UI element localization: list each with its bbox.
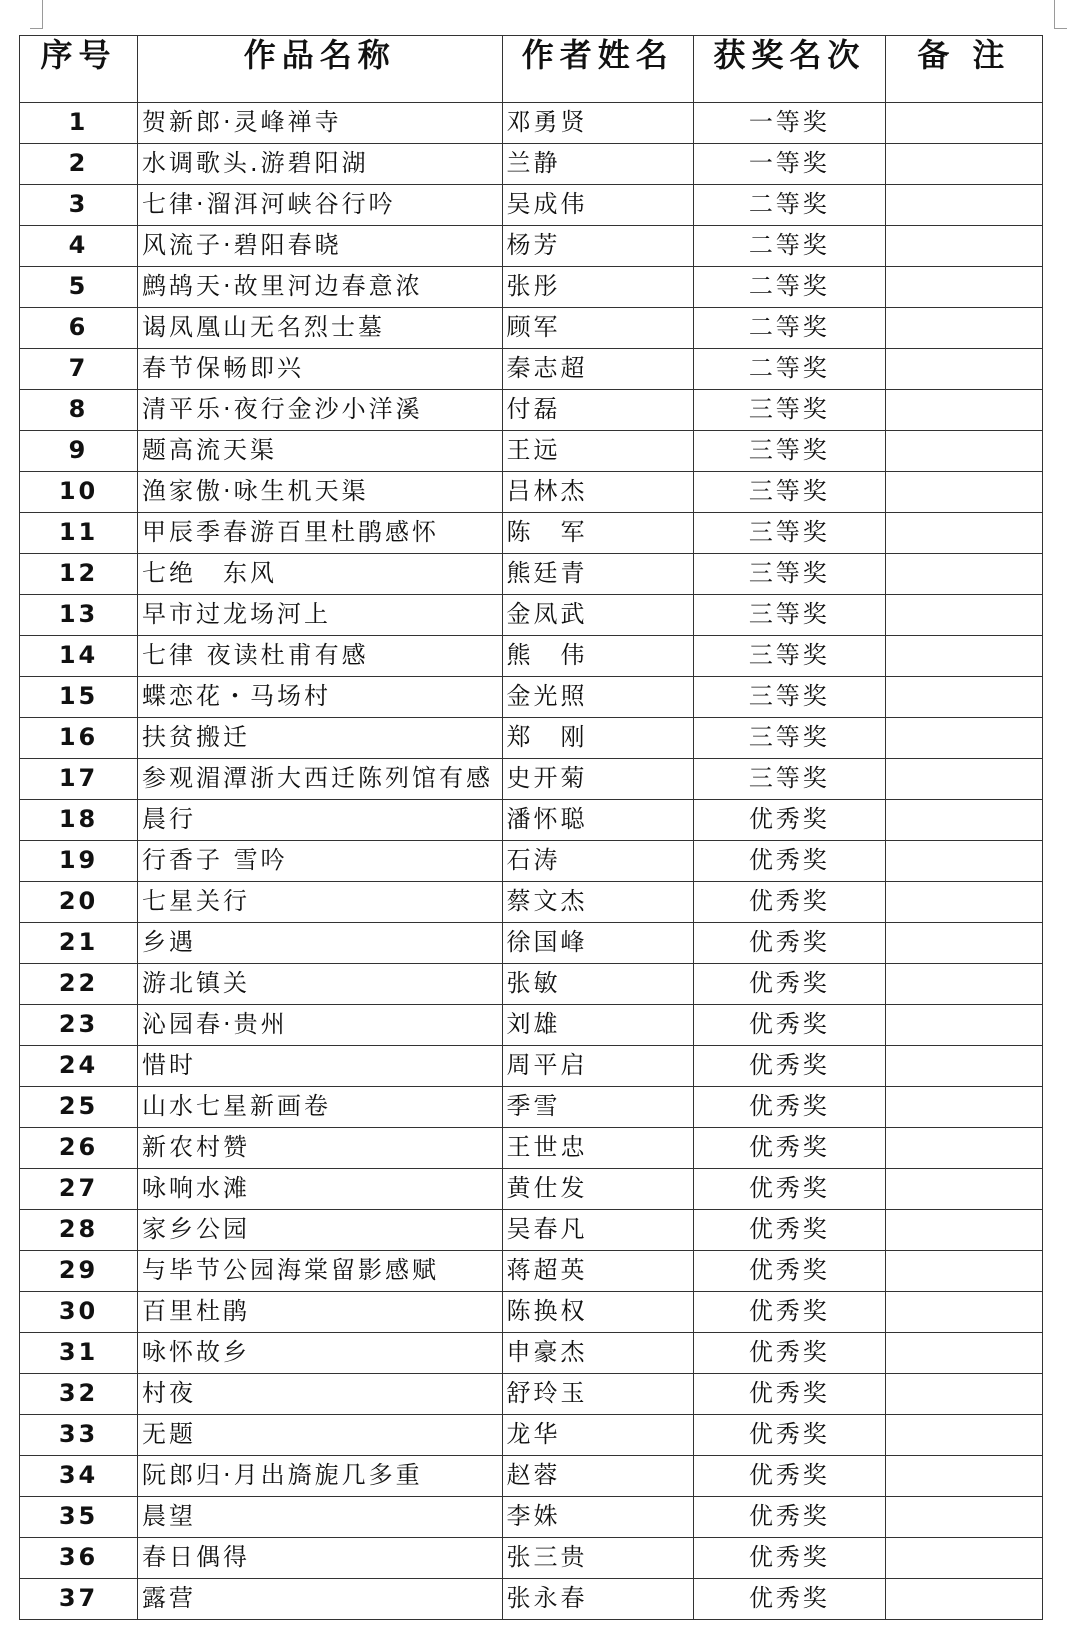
cell-author-name: 舒玲玉 — [502, 1374, 694, 1415]
cell-work-title: 扶贫搬迁 — [138, 718, 502, 759]
cell-remarks — [885, 1087, 1042, 1128]
cell-author-name: 陈 军 — [502, 513, 694, 554]
cell-author-name: 付磊 — [502, 390, 694, 431]
cell-work-title: 露营 — [138, 1579, 502, 1620]
table-row — [20, 800, 1043, 841]
cell-award-rank: 优秀奖 — [694, 1292, 886, 1333]
cell-remarks — [885, 1292, 1042, 1333]
table-row — [20, 1415, 1043, 1456]
cell-serial-number: 11 — [20, 513, 138, 554]
cell-award-rank: 优秀奖 — [694, 800, 886, 841]
cell-author-name: 吴春凡 — [502, 1210, 694, 1251]
table-row — [20, 431, 1043, 472]
cell-serial-number: 24 — [20, 1046, 138, 1087]
cell-remarks — [885, 759, 1042, 800]
table-row — [20, 1169, 1043, 1210]
cell-remarks — [885, 1210, 1042, 1251]
cell-remarks — [885, 718, 1042, 759]
table-row — [20, 1456, 1043, 1497]
table-row — [20, 1251, 1043, 1292]
cell-remarks — [885, 1579, 1042, 1620]
cell-work-title: 七律·溜洱河峡谷行吟 — [138, 185, 502, 226]
cell-remarks — [885, 513, 1042, 554]
cell-award-rank: 优秀奖 — [694, 1456, 886, 1497]
cell-work-title: 咏怀故乡 — [138, 1333, 502, 1374]
cell-remarks — [885, 1456, 1042, 1497]
cell-serial-number: 3 — [20, 185, 138, 226]
cell-award-rank: 优秀奖 — [694, 1497, 886, 1538]
cell-serial-number: 19 — [20, 841, 138, 882]
cell-work-title: 无题 — [138, 1415, 502, 1456]
cell-remarks — [885, 800, 1042, 841]
table-row — [20, 636, 1043, 677]
cell-author-name: 潘怀聪 — [502, 800, 694, 841]
cell-author-name: 周平启 — [502, 1046, 694, 1087]
cell-serial-number: 26 — [20, 1128, 138, 1169]
cell-work-title: 风流子·碧阳春晓 — [138, 226, 502, 267]
cell-serial-number: 32 — [20, 1374, 138, 1415]
cell-serial-number: 20 — [20, 882, 138, 923]
cell-author-name: 郑 刚 — [502, 718, 694, 759]
header-author-name: 作者姓名 — [502, 36, 694, 103]
cell-work-title: 咏响水滩 — [138, 1169, 502, 1210]
cell-remarks — [885, 349, 1042, 390]
cell-award-rank: 三等奖 — [694, 759, 886, 800]
cell-award-rank: 三等奖 — [694, 554, 886, 595]
cell-serial-number: 22 — [20, 964, 138, 1005]
table-row — [20, 759, 1043, 800]
cell-serial-number: 14 — [20, 636, 138, 677]
header-row — [20, 36, 1043, 103]
cell-award-rank: 三等奖 — [694, 472, 886, 513]
cell-work-title: 晨望 — [138, 1497, 502, 1538]
cell-remarks — [885, 103, 1042, 144]
cell-work-title: 沁园春·贵州 — [138, 1005, 502, 1046]
cell-award-rank: 优秀奖 — [694, 1210, 886, 1251]
cell-award-rank: 优秀奖 — [694, 1415, 886, 1456]
cell-remarks — [885, 964, 1042, 1005]
cell-work-title: 贺新郎·灵峰禅寺 — [138, 103, 502, 144]
cell-author-name: 张永春 — [502, 1579, 694, 1620]
table-row — [20, 595, 1043, 636]
table-row — [20, 267, 1043, 308]
cell-remarks — [885, 226, 1042, 267]
table-row — [20, 882, 1043, 923]
cell-award-rank: 一等奖 — [694, 144, 886, 185]
cell-serial-number: 12 — [20, 554, 138, 595]
table-row — [20, 1087, 1043, 1128]
cell-author-name: 王世忠 — [502, 1128, 694, 1169]
header-serial-number: 序号 — [20, 36, 138, 103]
cell-work-title: 新农村赞 — [138, 1128, 502, 1169]
table-row — [20, 513, 1043, 554]
cell-author-name: 季雪 — [502, 1087, 694, 1128]
table-row — [20, 841, 1043, 882]
table-row — [20, 1333, 1043, 1374]
cell-author-name: 蒋超英 — [502, 1251, 694, 1292]
cell-author-name: 龙华 — [502, 1415, 694, 1456]
cell-author-name: 兰静 — [502, 144, 694, 185]
cell-work-title: 晨行 — [138, 800, 502, 841]
cell-author-name: 陈换权 — [502, 1292, 694, 1333]
page-corner-mark-right — [1054, 0, 1067, 29]
cell-author-name: 秦志超 — [502, 349, 694, 390]
cell-author-name: 杨芳 — [502, 226, 694, 267]
cell-author-name: 徐国峰 — [502, 923, 694, 964]
cell-award-rank: 二等奖 — [694, 267, 886, 308]
cell-remarks — [885, 472, 1042, 513]
cell-serial-number: 10 — [20, 472, 138, 513]
cell-serial-number: 8 — [20, 390, 138, 431]
table-row — [20, 1497, 1043, 1538]
cell-remarks — [885, 390, 1042, 431]
cell-award-rank: 优秀奖 — [694, 964, 886, 1005]
cell-serial-number: 23 — [20, 1005, 138, 1046]
cell-work-title: 乡遇 — [138, 923, 502, 964]
cell-author-name: 顾军 — [502, 308, 694, 349]
cell-author-name: 金凤武 — [502, 595, 694, 636]
cell-award-rank: 三等奖 — [694, 718, 886, 759]
cell-serial-number: 4 — [20, 226, 138, 267]
cell-remarks — [885, 636, 1042, 677]
cell-award-rank: 优秀奖 — [694, 1333, 886, 1374]
cell-work-title: 七星关行 — [138, 882, 502, 923]
cell-author-name: 熊廷青 — [502, 554, 694, 595]
cell-award-rank: 三等奖 — [694, 390, 886, 431]
cell-remarks — [885, 1128, 1042, 1169]
cell-work-title: 蝶恋花・马场村 — [138, 677, 502, 718]
cell-author-name: 李姝 — [502, 1497, 694, 1538]
cell-remarks — [885, 185, 1042, 226]
cell-remarks — [885, 841, 1042, 882]
cell-work-title: 题高流天渠 — [138, 431, 502, 472]
table-row — [20, 923, 1043, 964]
cell-author-name: 张三贵 — [502, 1538, 694, 1579]
cell-remarks — [885, 1169, 1042, 1210]
cell-work-title: 村夜 — [138, 1374, 502, 1415]
cell-work-title: 春节保畅即兴 — [138, 349, 502, 390]
cell-author-name: 刘雄 — [502, 1005, 694, 1046]
cell-award-rank: 优秀奖 — [694, 1251, 886, 1292]
cell-work-title: 百里杜鹃 — [138, 1292, 502, 1333]
cell-author-name: 王远 — [502, 431, 694, 472]
cell-remarks — [885, 144, 1042, 185]
cell-serial-number: 17 — [20, 759, 138, 800]
table-row — [20, 1210, 1043, 1251]
cell-award-rank: 优秀奖 — [694, 1169, 886, 1210]
table-row — [20, 1128, 1043, 1169]
cell-serial-number: 27 — [20, 1169, 138, 1210]
header-work-title: 作品名称 — [138, 36, 502, 103]
table-row — [20, 226, 1043, 267]
table-row — [20, 677, 1043, 718]
cell-award-rank: 三等奖 — [694, 513, 886, 554]
table-row — [20, 390, 1043, 431]
cell-work-title: 阮郎归·月出旖旎几多重 — [138, 1456, 502, 1497]
cell-serial-number: 16 — [20, 718, 138, 759]
cell-remarks — [885, 595, 1042, 636]
cell-serial-number: 35 — [20, 1497, 138, 1538]
table-row — [20, 349, 1043, 390]
cell-remarks — [885, 1497, 1042, 1538]
cell-serial-number: 7 — [20, 349, 138, 390]
cell-work-title: 清平乐·夜行金沙小洋溪 — [138, 390, 502, 431]
cell-author-name: 申豪杰 — [502, 1333, 694, 1374]
table-row — [20, 1538, 1043, 1579]
cell-remarks — [885, 1374, 1042, 1415]
cell-award-rank: 优秀奖 — [694, 923, 886, 964]
cell-serial-number: 9 — [20, 431, 138, 472]
cell-serial-number: 36 — [20, 1538, 138, 1579]
cell-award-rank: 三等奖 — [694, 636, 886, 677]
cell-author-name: 蔡文杰 — [502, 882, 694, 923]
table-row — [20, 1292, 1043, 1333]
cell-remarks — [885, 554, 1042, 595]
cell-award-rank: 一等奖 — [694, 103, 886, 144]
cell-remarks — [885, 431, 1042, 472]
cell-author-name: 史开菊 — [502, 759, 694, 800]
header-remarks: 备 注 — [885, 36, 1042, 103]
cell-work-title: 山水七星新画卷 — [138, 1087, 502, 1128]
cell-award-rank: 优秀奖 — [694, 1005, 886, 1046]
table-row — [20, 718, 1043, 759]
cell-serial-number: 6 — [20, 308, 138, 349]
cell-remarks — [885, 882, 1042, 923]
page-corner-mark-left — [30, 0, 43, 29]
table-row — [20, 554, 1043, 595]
cell-author-name: 吴成伟 — [502, 185, 694, 226]
cell-award-rank: 二等奖 — [694, 185, 886, 226]
cell-award-rank: 二等奖 — [694, 349, 886, 390]
cell-work-title: 与毕节公园海棠留影感赋 — [138, 1251, 502, 1292]
cell-award-rank: 优秀奖 — [694, 1579, 886, 1620]
table-row — [20, 964, 1043, 1005]
cell-work-title: 鹧鸪天·故里河边春意浓 — [138, 267, 502, 308]
cell-work-title: 七律 夜读杜甫有感 — [138, 636, 502, 677]
cell-work-title: 惜时 — [138, 1046, 502, 1087]
table-row — [20, 1374, 1043, 1415]
cell-remarks — [885, 1538, 1042, 1579]
cell-remarks — [885, 267, 1042, 308]
cell-work-title: 甲辰季春游百里杜鹃感怀 — [138, 513, 502, 554]
cell-award-rank: 二等奖 — [694, 226, 886, 267]
cell-award-rank: 优秀奖 — [694, 1046, 886, 1087]
cell-author-name: 金光照 — [502, 677, 694, 718]
cell-award-rank: 三等奖 — [694, 431, 886, 472]
cell-serial-number: 2 — [20, 144, 138, 185]
cell-work-title: 行香子 雪吟 — [138, 841, 502, 882]
cell-remarks — [885, 677, 1042, 718]
cell-work-title: 谒凤凰山无名烈士墓 — [138, 308, 502, 349]
cell-author-name: 吕林杰 — [502, 472, 694, 513]
cell-award-rank: 优秀奖 — [694, 882, 886, 923]
cell-award-rank: 三等奖 — [694, 677, 886, 718]
cell-serial-number: 5 — [20, 267, 138, 308]
table-row — [20, 1005, 1043, 1046]
cell-author-name: 邓勇贤 — [502, 103, 694, 144]
cell-award-rank: 优秀奖 — [694, 1374, 886, 1415]
cell-author-name: 石涛 — [502, 841, 694, 882]
cell-serial-number: 37 — [20, 1579, 138, 1620]
cell-serial-number: 28 — [20, 1210, 138, 1251]
cell-serial-number: 13 — [20, 595, 138, 636]
table-row — [20, 103, 1043, 144]
cell-work-title: 早市过龙场河上 — [138, 595, 502, 636]
cell-serial-number: 15 — [20, 677, 138, 718]
cell-author-name: 赵蓉 — [502, 1456, 694, 1497]
table-row — [20, 144, 1043, 185]
cell-serial-number: 31 — [20, 1333, 138, 1374]
cell-award-rank: 优秀奖 — [694, 1128, 886, 1169]
cell-serial-number: 29 — [20, 1251, 138, 1292]
table-row — [20, 185, 1043, 226]
cell-serial-number: 34 — [20, 1456, 138, 1497]
cell-serial-number: 33 — [20, 1415, 138, 1456]
cell-remarks — [885, 1415, 1042, 1456]
cell-remarks — [885, 308, 1042, 349]
cell-work-title: 游北镇关 — [138, 964, 502, 1005]
cell-award-rank: 优秀奖 — [694, 1087, 886, 1128]
header-award-rank: 获奖名次 — [694, 36, 886, 103]
cell-award-rank: 二等奖 — [694, 308, 886, 349]
cell-serial-number: 1 — [20, 103, 138, 144]
cell-award-rank: 优秀奖 — [694, 1538, 886, 1579]
cell-work-title: 七绝 东风 — [138, 554, 502, 595]
cell-work-title: 春日偶得 — [138, 1538, 502, 1579]
cell-work-title: 渔家傲·咏生机天渠 — [138, 472, 502, 513]
cell-remarks — [885, 1251, 1042, 1292]
cell-remarks — [885, 1333, 1042, 1374]
cell-remarks — [885, 1046, 1042, 1087]
cell-author-name: 张敏 — [502, 964, 694, 1005]
table-header — [20, 36, 1043, 103]
cell-serial-number: 30 — [20, 1292, 138, 1333]
awards-table — [19, 35, 1043, 1620]
cell-work-title: 水调歌头.游碧阳湖 — [138, 144, 502, 185]
cell-author-name: 张彤 — [502, 267, 694, 308]
cell-serial-number: 25 — [20, 1087, 138, 1128]
table-row — [20, 472, 1043, 513]
table-row — [20, 308, 1043, 349]
cell-author-name: 熊 伟 — [502, 636, 694, 677]
table-row — [20, 1046, 1043, 1087]
cell-remarks — [885, 923, 1042, 964]
table-body — [20, 103, 1043, 1620]
cell-award-rank: 优秀奖 — [694, 841, 886, 882]
cell-award-rank: 三等奖 — [694, 595, 886, 636]
cell-serial-number: 21 — [20, 923, 138, 964]
cell-remarks — [885, 1005, 1042, 1046]
cell-serial-number: 18 — [20, 800, 138, 841]
cell-work-title: 参观湄潭浙大西迁陈列馆有感 — [138, 759, 502, 800]
table-row — [20, 1579, 1043, 1620]
cell-author-name: 黄仕发 — [502, 1169, 694, 1210]
cell-work-title: 家乡公园 — [138, 1210, 502, 1251]
